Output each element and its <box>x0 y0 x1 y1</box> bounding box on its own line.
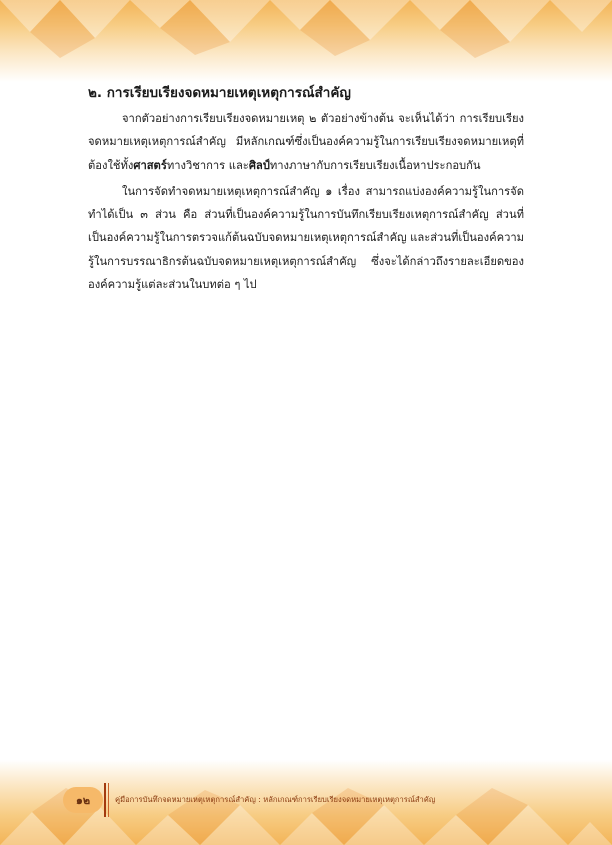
paragraph-1-text-b: ทางวิชาการ และ <box>166 158 249 172</box>
header-decorative-band <box>0 0 612 82</box>
footer-divider-thick <box>104 783 106 817</box>
paragraph-1-text-a: จากตัวอย่างการเรียบเรียงจดหมายเหตุ ๒ ตัวอย่างข้างต้น จะเห็นได้ว่า การเรียบเรียงจดหมายเหตุเหตุการณ์สำคัญ มีหลักเกณฑ์ซึ่งเป็นองค์ความรู้ในการเรียบเรียงจดหมายเหตุที่ต้องใช้ทั้ง <box>88 112 524 172</box>
header-diamond-pattern <box>0 0 612 82</box>
paragraph-1 <box>88 107 524 177</box>
paragraph-1-text-c: ทางภาษากับการเรียบเรียงเนื้อหาประกอบกัน <box>269 158 481 172</box>
section-heading: ๒. การเรียบเรียงจดหมายเหตุเหตุการณ์สำคัญ <box>88 85 351 101</box>
main-content <box>88 82 524 296</box>
bold-term-science: ศาสตร์ <box>133 158 167 172</box>
paragraph-2: ในการจัดทำจดหมายเหตุเหตุการณ์สำคัญ ๑ เรื่อง สามารถแบ่งองค์ความรู้ในการจัดทำได้เป็น ๓ ส่วน คือ ส่วนที่เป็นองค์ความรู้ในการบันทึกเรียบเรียงเหตุการณ์สำคัญ ส่วนที่เป็นองค์ความรู้ในการตรวจแก้ต้นฉบับจดหมายเหตุเหตุการณ์สำคัญ และส่วนที่เป็นองค์ความรู้ในการบรรณาธิกรต้นฉบับจดหมายเหตุเหตุการณ์สำคัญ ซึ่งจะได้กล่าวถึงรายละเอียดขององค์ความรู้แต่ละส่วนในบทต่อ ๆ ไป <box>88 184 525 292</box>
bold-term-art: ศิลป์ <box>248 158 270 172</box>
footer-divider-thin <box>108 783 109 817</box>
footer-running-title: คู่มือการบันทึกจดหมายเหตุเหตุการณ์สำคัญ : หลักเกณฑ์การเรียบเรียงจดหมายเหตุเหตุการณ์สำคัญ <box>115 795 436 804</box>
page-number-badge: ๑๒ <box>63 787 103 813</box>
